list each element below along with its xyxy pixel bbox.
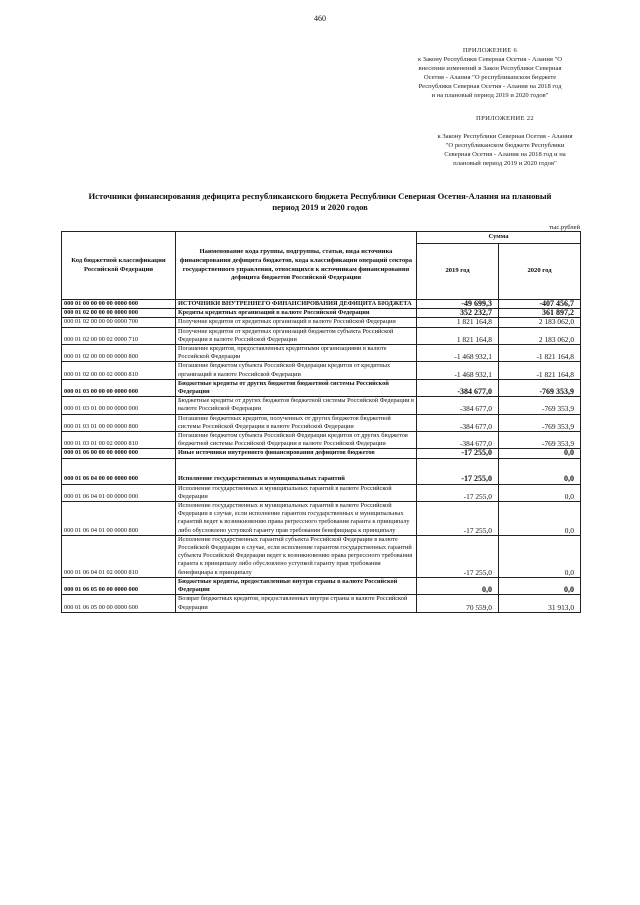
row-value-2019: -17 255,0 bbox=[417, 449, 499, 458]
row-name: Погашение бюджетом субъекта Российской Федерации кредитов от кредитных организаций в валюте Российской Федерации bbox=[176, 362, 417, 379]
row-name: Получение кредитов от кредитных организаций в валюте Российской Федерации bbox=[176, 318, 417, 327]
row-value-2019: -1 468 932,1 bbox=[417, 362, 499, 379]
appendix-22-line: "О республиканском бюджете Республики bbox=[445, 142, 565, 149]
appendix-6-line: Осетия - Алания "О республиканском бюджете bbox=[423, 74, 557, 81]
table-row bbox=[62, 309, 581, 318]
appendix-22-line: к Закону Республики Северная Осетия - Алания bbox=[437, 133, 573, 140]
row-name: Исполнение государственных и муниципальных гарантий bbox=[176, 458, 417, 484]
row-name: Исполнение государственных и муниципальных гарантий в валюте Российской Федерации bbox=[176, 484, 417, 501]
table-row bbox=[62, 345, 581, 362]
document-title-line-2: период 2019 и 2020 годов bbox=[272, 202, 368, 212]
row-code: 000 01 03 01 00 02 0000 810 bbox=[62, 432, 176, 449]
row-code: 000 01 02 00 00 00 0000 800 bbox=[62, 345, 176, 362]
row-value-2019: -384 677,0 bbox=[417, 432, 499, 449]
row-value-2019: 1 821 164,8 bbox=[417, 318, 499, 327]
row-value-2020: -1 821 164,8 bbox=[499, 345, 581, 362]
row-code: 000 01 06 04 01 02 0000 810 bbox=[62, 535, 176, 577]
row-name: Возврат бюджетных кредитов, предоставленных внутри страны в валюте Российской Федерации bbox=[176, 595, 417, 612]
row-value-2020: 0,0 bbox=[499, 535, 581, 577]
table-row bbox=[62, 327, 581, 344]
row-name: Погашение бюджетных кредитов, полученных от других бюджетов бюджетной системы Российской Федерации в валюте Российской Федерации bbox=[176, 414, 417, 431]
row-code: 000 01 03 00 00 00 0000 000 bbox=[62, 379, 176, 396]
table-row bbox=[62, 595, 581, 612]
row-value-2020: 2 183 062,0 bbox=[499, 327, 581, 344]
row-code: 000 01 06 04 01 00 0000 000 bbox=[62, 484, 176, 501]
table-row bbox=[62, 484, 581, 501]
row-code: 000 01 06 04 01 00 0000 800 bbox=[62, 502, 176, 536]
row-value-2020: 0,0 bbox=[499, 577, 581, 594]
table-row bbox=[62, 577, 581, 594]
row-value-2020: 0,0 bbox=[499, 449, 581, 458]
table-row bbox=[62, 535, 581, 577]
row-value-2020: 2 183 062,0 bbox=[499, 318, 581, 327]
appendix-22-title: ПРИЛОЖЕНИЕ 22 bbox=[476, 115, 534, 122]
appendix-6-line: и на плановый период 2019 и 2020 годов" bbox=[431, 92, 549, 99]
row-value-2019: -384 677,0 bbox=[417, 397, 499, 414]
units-label: тыс.рублей bbox=[549, 224, 580, 231]
row-value-2019: -17 255,0 bbox=[417, 535, 499, 577]
document-title-line-1: Источники финансирования дефицита республиканского бюджета Республики Северная Осетия-Алания на плановый bbox=[88, 191, 552, 201]
table-row bbox=[62, 397, 581, 414]
table-row bbox=[62, 379, 581, 396]
row-name: Погашение кредитов, предоставленных кредитными организациями в валюте Российской Федерации bbox=[176, 345, 417, 362]
appendix-6-line: к Закону Республики Северная Осетия - Алания "О bbox=[417, 56, 563, 63]
table-body bbox=[62, 300, 581, 613]
row-value-2019: 1 821 164,8 bbox=[417, 327, 499, 344]
header-code: Код бюджетной классификации Российской Федерации bbox=[62, 232, 176, 300]
row-value-2019: -1 468 932,1 bbox=[417, 345, 499, 362]
row-value-2020: -769 353,9 bbox=[499, 432, 581, 449]
appendix-6-line: внесении изменений в Закон Республики Северная bbox=[418, 65, 562, 72]
row-code: 000 01 00 00 00 00 0000 000 bbox=[62, 300, 176, 309]
row-value-2019: 352 232,7 bbox=[417, 309, 499, 318]
row-value-2019: -384 677,0 bbox=[417, 379, 499, 396]
row-code: 000 01 02 00 00 00 0000 000 bbox=[62, 309, 176, 318]
row-value-2020: 0,0 bbox=[499, 502, 581, 536]
table-row bbox=[62, 318, 581, 327]
table-row bbox=[62, 502, 581, 536]
table-row bbox=[62, 458, 581, 484]
row-value-2019: 70 559,0 bbox=[417, 595, 499, 612]
row-value-2020: 0,0 bbox=[499, 458, 581, 484]
header-sum: Сумма bbox=[417, 232, 581, 244]
row-code: 000 01 03 01 00 00 0000 000 bbox=[62, 397, 176, 414]
appendix-22-line: Северная Осетия - Алания на 2018 год и на bbox=[444, 151, 566, 158]
row-name: Погашение бюджетом субъекта Российской Федерации кредитов от других бюджетов бюджетной системы Российской Федерации в валюте Российской Федерации bbox=[176, 432, 417, 449]
row-value-2020: -769 353,9 bbox=[499, 397, 581, 414]
row-value-2019: -384 677,0 bbox=[417, 414, 499, 431]
row-code: 000 01 03 01 00 00 0000 800 bbox=[62, 414, 176, 431]
row-value-2019: 0,0 bbox=[417, 577, 499, 594]
appendix-6-header bbox=[400, 46, 580, 100]
table-row bbox=[62, 300, 581, 309]
row-value-2019: -49 699,3 bbox=[417, 300, 499, 309]
row-value-2020: 361 897,2 bbox=[499, 309, 581, 318]
row-name: Бюджетные кредиты от других бюджетов бюджетной системы Российской Федерации в валюте Российской Федерации bbox=[176, 397, 417, 414]
header-2019: 2019 год bbox=[417, 244, 499, 300]
row-code: 000 01 06 05 00 00 0000 600 bbox=[62, 595, 176, 612]
document-title bbox=[40, 191, 600, 213]
header-2020: 2020 год bbox=[499, 244, 581, 300]
row-value-2020: -769 353,9 bbox=[499, 414, 581, 431]
appendix-6-line: Республики Северная Осетия - Алания на 2018 год bbox=[418, 83, 562, 90]
appendix-6-title: ПРИЛОЖЕНИЕ 6 bbox=[462, 47, 518, 54]
row-name: Бюджетные кредиты, предоставленные внутри страны в валюте Российской Федерации bbox=[176, 577, 417, 594]
row-name: Кредиты кредитных организаций в валюте Российской Федерации bbox=[176, 309, 417, 318]
row-value-2020: -1 821 164,8 bbox=[499, 362, 581, 379]
row-code: 000 01 02 00 00 02 0000 810 bbox=[62, 362, 176, 379]
appendix-22-line: плановый период 2019 и 2020 годов" bbox=[453, 160, 557, 167]
row-name: Исполнение государственных и муниципальных гарантий в валюте Российской Федерации в случае, если исполнение гарантом государственных и муниципальных гарантий ведет к возникновению права регрессного требования гаранта к принципалу либо обусловлено уступкой гаранту прав требования бенефициара к принципалу bbox=[176, 502, 417, 536]
row-value-2020: -407 456,7 bbox=[499, 300, 581, 309]
row-value-2020: -769 353,9 bbox=[499, 379, 581, 396]
row-code: 000 01 02 00 00 00 0000 700 bbox=[62, 318, 176, 327]
row-code: 000 01 06 05 00 00 0000 000 bbox=[62, 577, 176, 594]
row-code: 000 01 06 04 00 00 0000 000 bbox=[62, 458, 176, 484]
row-value-2020: 31 913,0 bbox=[499, 595, 581, 612]
appendix-22-header bbox=[430, 114, 580, 168]
row-value-2019: -17 255,0 bbox=[417, 484, 499, 501]
row-name: Получение кредитов от кредитных организаций бюджетом субъекта Российской Федерации в валюте Российской Федерации bbox=[176, 327, 417, 344]
row-name: Исполнение государственных гарантий субъекта Российской Федерации в валюте Российской Федерации в случае, если исполнение гарантом государственных гарантий субъекта Российской Федерации ведет к возникновению права регрессного требования гаранта к принципалу либо обусловлено уступкой гаранту прав требования бенефициара к принципалу bbox=[176, 535, 417, 577]
row-name: Бюджетные кредиты от других бюджетов бюджетной системы Российской Федерации bbox=[176, 379, 417, 396]
page-number: 460 bbox=[314, 14, 326, 23]
table-row bbox=[62, 432, 581, 449]
row-name: Иные источники внутреннего финансирования дефицитов бюджетов bbox=[176, 449, 417, 458]
financing-sources-table bbox=[61, 231, 581, 613]
header-name: Наименование кода группы, подгруппы, статьи, вида источника финансирования дефицита бюджетов, кода классификации операций сектора государственного управления, относящихся к источникам финансирования дефицита бюджетов Российской Федерации bbox=[176, 232, 417, 300]
row-value-2020: 0,0 bbox=[499, 484, 581, 501]
row-value-2019: -17 255,0 bbox=[417, 502, 499, 536]
table-row bbox=[62, 449, 581, 458]
row-name: ИСТОЧНИКИ ВНУТРЕННЕГО ФИНАНСИРОВАНИЯ ДЕФИЦИТА БЮДЖЕТА bbox=[176, 300, 417, 309]
table-row bbox=[62, 362, 581, 379]
row-code: 000 01 06 00 00 00 0000 000 bbox=[62, 449, 176, 458]
row-code: 000 01 02 00 00 02 0000 710 bbox=[62, 327, 176, 344]
table-row bbox=[62, 414, 581, 431]
row-value-2019: -17 255,0 bbox=[417, 458, 499, 484]
